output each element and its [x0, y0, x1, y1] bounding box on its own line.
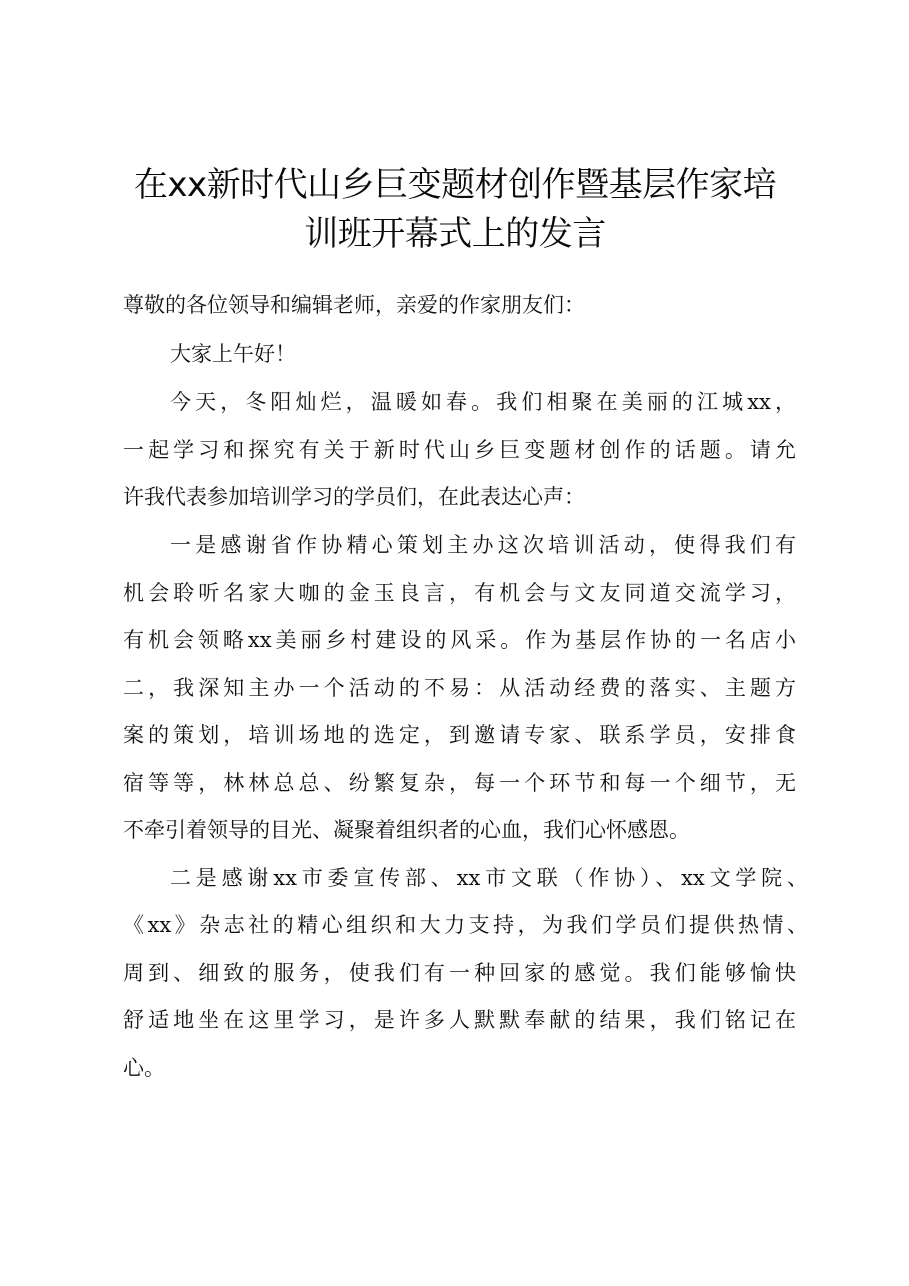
paragraph-line: 案的策划，培训场地的选定，到邀请专家、联系学员，安排食	[123, 723, 796, 747]
paragraph-line: 二是感谢xx市委宣传部、xx市文联（作协）、xx文学院、	[170, 866, 808, 890]
paragraph-line: 许我代表参加培训学习的学员们，在此表达心声：	[123, 485, 585, 509]
paragraph-line: 宿等等，林林总总、纷繁复杂，每一个环节和每一个细节，无	[123, 771, 796, 795]
paragraph-line: 一起学习和探究有关于新时代山乡巨变题材创作的话题。请允	[123, 438, 796, 462]
paragraph-line: 今天，冬阳灿烂，温暖如春。我们相聚在美丽的江城xx，	[170, 390, 796, 414]
paragraph-line: 不牵引着领导的目光、凝聚着组织者的心血，我们心怀感恩。	[123, 818, 690, 842]
paragraph-line: 心。	[123, 1056, 165, 1080]
paragraph-line: 二，我深知主办一个活动的不易：从活动经费的落实、主题方	[123, 676, 796, 700]
paragraph-line: 舒适地坐在这里学习，是许多人默默奉献的结果，我们铭记在	[123, 1008, 796, 1032]
document-title-line-2: 训班开幕式上的发言	[304, 214, 606, 254]
paragraph-line: 机会聆听名家大咖的金玉良言，有机会与文友同道交流学习，	[123, 581, 796, 605]
greeting: 大家上午好！	[170, 342, 296, 366]
document-title-line-1: 在xx新时代山乡巨变题材创作暨基层作家培	[133, 165, 777, 205]
salutation: 尊敬的各位领导和编辑老师，亲爱的作家朋友们：	[123, 293, 585, 317]
paragraph-line: 一是感谢省作协精心策划主办这次培训活动，使得我们有	[170, 533, 796, 557]
paragraph-line: 有机会领略xx美丽乡村建设的风采。作为基层作协的一名店小	[123, 628, 796, 652]
paragraph-line: 周到、细致的服务，使我们有一种回家的感觉。我们能够愉快	[123, 961, 796, 985]
paragraph-line: 《xx》杂志社的精心组织和大力支持，为我们学员们提供热情、	[123, 913, 808, 937]
